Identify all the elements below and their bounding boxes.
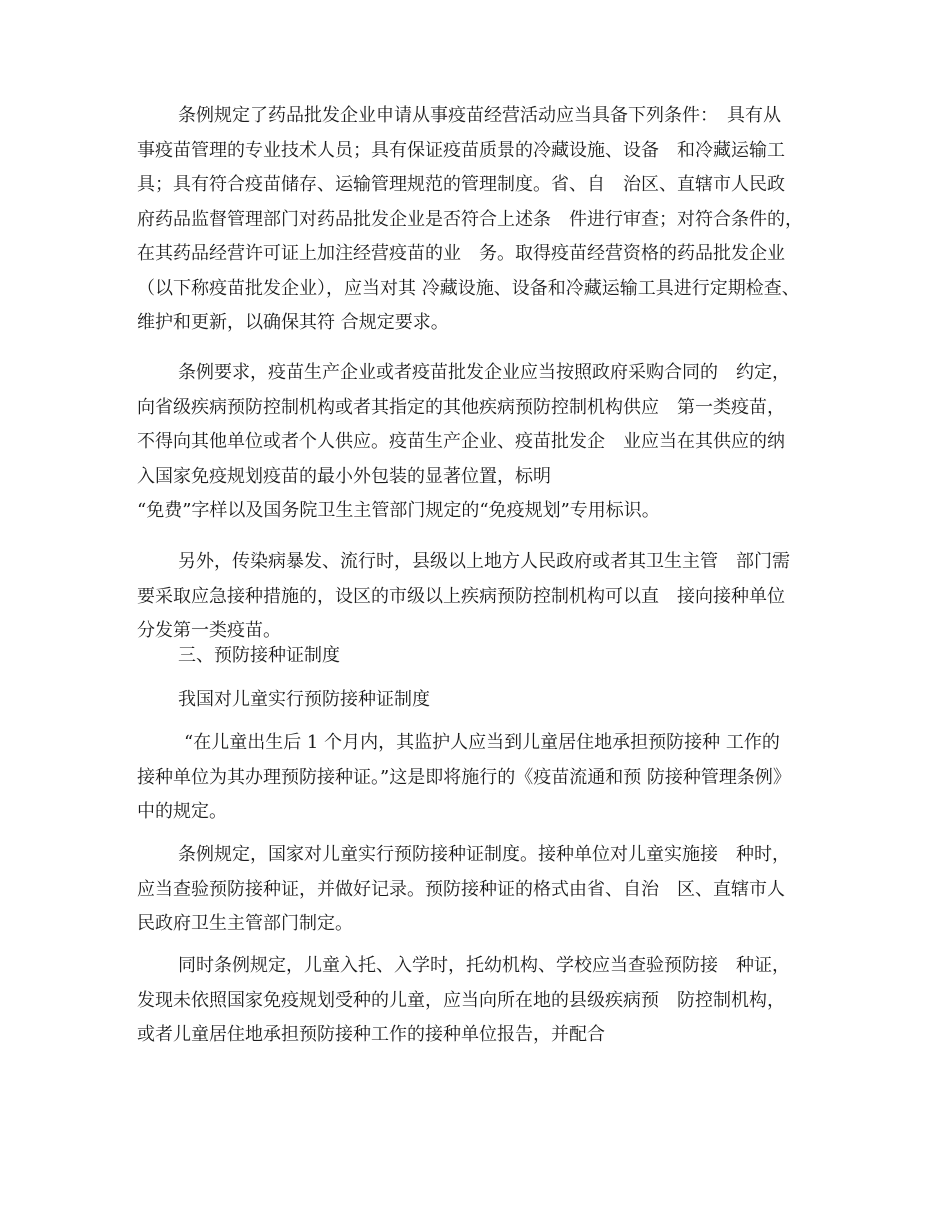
paragraph-emergency-vaccination bbox=[137, 545, 817, 649]
text-line: 事疫苗管理的专业技术人员；具有保证疫苗质景的冷藏设施、设备 和冷藏运输工 bbox=[137, 139, 785, 161]
paragraph-supply-requirements bbox=[137, 356, 817, 529]
text-line: 同时条例规定，儿童入托、入学时，托幼机构、学校应当查验预防接 种证， bbox=[178, 955, 790, 976]
text-line: 中的规定。 bbox=[137, 801, 227, 822]
text-line: 府药品监督管理部门对药品批发企业是否符合上述条 件进行审查；对符合条件的， bbox=[137, 208, 803, 230]
text-line: 应当查验预防接种证，并做好记录。预防接种证的格式由省、自治 区、直辖市人 bbox=[137, 878, 785, 900]
paragraph-vaccine-wholesale-conditions bbox=[137, 99, 817, 341]
text-line: 向省级疾病预防控制机构或者其指定的其他疾病预防控制机构供应 第一类疫苗， bbox=[137, 396, 785, 418]
text-line: “免费”字样以及国务院卫生主管部门规定的“免疫规划”专用标识。 bbox=[137, 500, 660, 521]
text-line: 民政府卫生主管部门制定。 bbox=[137, 913, 353, 934]
text-line: 维护和更新，以确保其符 合规定要求。 bbox=[137, 312, 449, 333]
heading-text: 三、预防接种证制度 bbox=[178, 645, 340, 666]
text-line: 要采取应急接种措施的，设区的市级以上疾病预防控制机构可以直 接向接种单位 bbox=[137, 585, 785, 607]
text-line: 分发第一类疫苗。 bbox=[137, 620, 281, 641]
text-line: 条例要求，疫苗生产企业或者疫苗批发企业应当按照政府采购合同的 约定， bbox=[178, 362, 790, 383]
text-line: 入国家免疫规划疫苗的最小外包装的显著位置，标明 bbox=[137, 465, 551, 487]
text-line: 发现未依照国家免疫规划受种的儿童，应当向所在地的县级疾病预 防控制机构， bbox=[137, 989, 785, 1011]
text-line: 或者儿童居住地承担预防接种工作的接种单位报告，并配合 bbox=[137, 1024, 605, 1045]
text-line: “在儿童出生后 1 个月内，其监护人应当到儿童居住地承担预防接种 工作的 bbox=[184, 732, 780, 753]
section-heading bbox=[137, 639, 817, 674]
text-line: 不得向其他单位或者个人供应。疫苗生产企业、疫苗批发企 业应当在其供应的纳 bbox=[137, 431, 785, 452]
text-line: 条例规定，国家对儿童实行预防接种证制度。接种单位对儿童实施接 种时， bbox=[178, 844, 790, 865]
subheading-text: 我国对儿童实行预防接种证制度 bbox=[178, 689, 430, 710]
text-line: 在其药品经营许可证上加注经营疫苗的业 务。取得疫苗经营资格的药品批发企业 bbox=[137, 243, 785, 264]
paragraph-certificate-application bbox=[137, 726, 817, 830]
subheading bbox=[137, 683, 817, 718]
text-line: 另外，传染病暴发、流行时，县级以上地方人民政府或者其卫生主管 部门需 bbox=[178, 551, 790, 572]
paragraph-certificate-system bbox=[137, 838, 817, 942]
text-line: 条例规定了药品批发企业申请从事疫苗经营活动应当具备下列条件： 具有从 bbox=[178, 105, 781, 126]
text-line: 具；具有符合疫苗储存、运输管理规范的管理制度。省、自 治区、直辖市人民政 bbox=[137, 174, 785, 195]
text-line: （以下称疫苗批发企业），应当对其 冷藏设施、设备和冷藏运输工具进行定期检查、 bbox=[137, 277, 800, 299]
paragraph-school-enrollment-check bbox=[137, 949, 817, 1053]
text-line: 接种单位为其办理预防接种证。”这是即将施行的《疫苗流通和预 防接种管理条例》 bbox=[137, 766, 791, 788]
